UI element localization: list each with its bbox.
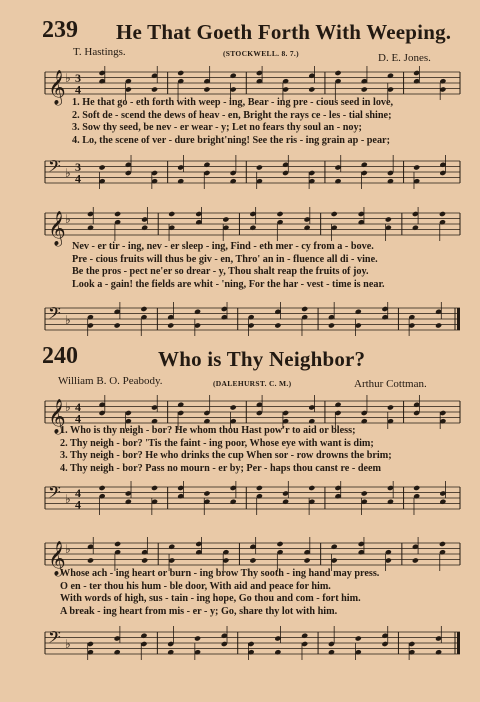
note-head	[87, 557, 94, 563]
note-head	[412, 225, 419, 231]
final-barline	[457, 632, 460, 654]
note-head	[249, 557, 256, 563]
note-head	[274, 649, 281, 655]
verse-line: Whose ach - ing heart or burn - ing brow Thy sooth - ing hand may press.	[60, 568, 380, 579]
verse-line: Be the pros - pect ne'er so drear - y, Thou shalt reap the fruits of joy.	[72, 266, 369, 277]
time-signature-bottom: 4	[75, 411, 81, 426]
time-signature-bottom: 4	[75, 497, 81, 512]
hymn-239-system2-bass-staff	[45, 300, 460, 334]
hymn-239-tune: (STOCKWELL. 8. 7.)	[223, 49, 299, 58]
verse-line: 1. He that go - eth forth with weep - ing, Bear - ing pre - cious seed in love,	[72, 97, 394, 108]
note-head	[412, 557, 419, 563]
hymn-240-system2-verses	[60, 568, 379, 618]
note-head	[334, 70, 341, 76]
note-head	[230, 404, 237, 410]
note-head	[194, 635, 201, 641]
note-head	[328, 649, 335, 655]
note-head	[168, 544, 175, 550]
verse-line: 1. Who is thy neigh - bor? He whom thou Hast pow'r to aid or bless;	[60, 425, 356, 436]
note-head	[114, 649, 121, 655]
note-head	[439, 211, 446, 217]
verse-line: 4. Lo, the scene of ver - dure bright'ning! See the ris - ing grain ap - pear;	[72, 134, 390, 146]
flat-icon: ♭	[65, 71, 71, 85]
hymn-240-composer: Arthur Cottman.	[354, 378, 427, 390]
note-head	[361, 490, 368, 496]
note-head	[203, 86, 210, 92]
flat-icon: ♭	[65, 400, 71, 414]
note-head	[256, 485, 263, 491]
note-head	[413, 485, 420, 491]
verse-line: Nev - er tir - ing, nev - er sleep - ing, Find - eth mer - cy from a - bove.	[72, 241, 374, 252]
hymn-239-lyricist: T. Hastings.	[73, 46, 126, 58]
note-head	[435, 322, 442, 328]
note-head	[301, 306, 308, 312]
note-head	[230, 499, 237, 505]
bass-clef-icon: 𝄢	[48, 627, 61, 651]
time-signature-bottom: 4	[75, 82, 81, 97]
time-signature-top: 4	[75, 400, 81, 414]
note-head	[194, 309, 201, 315]
note-head	[203, 418, 210, 424]
time-signature-top: 4	[75, 486, 81, 500]
note-head	[249, 225, 256, 231]
note-head	[276, 211, 283, 217]
note-head	[361, 418, 368, 424]
note-head	[387, 499, 394, 505]
treble-clef-icon: 𝄞	[48, 70, 66, 105]
hymn-239-composer: D. E. Jones.	[378, 52, 431, 64]
note-head	[87, 225, 94, 231]
note-head	[151, 86, 158, 92]
note-head	[140, 633, 147, 639]
note-head	[282, 499, 289, 505]
note-head	[151, 485, 158, 491]
bass-clef-icon: 𝄢	[48, 156, 61, 180]
note-head	[230, 73, 237, 79]
note-head	[230, 178, 237, 184]
note-head	[222, 216, 229, 222]
hymn-240-number: 240	[42, 343, 78, 369]
note-head	[361, 86, 368, 92]
note-head	[413, 164, 420, 170]
bass-clef-icon: 𝄢	[48, 482, 61, 506]
note-head	[304, 557, 311, 563]
verse-line: 4. Thy neigh - bor? Pass no mourn - er by; Per - haps thou canst re - deem	[60, 462, 382, 474]
note-head	[203, 162, 210, 168]
verse-line: 2. Soft de - scend the dews of heav - en, Bright the rays ce - les - tial shine;	[72, 109, 392, 121]
note-head	[308, 418, 315, 424]
note-head	[355, 309, 362, 315]
flat-icon: ♭	[65, 166, 71, 180]
note-head	[203, 490, 210, 496]
hymn-240-tune: (DALEHURST. C. M.)	[213, 379, 292, 388]
note-head	[141, 225, 148, 231]
flat-icon: ♭	[65, 492, 71, 506]
note-head	[125, 499, 132, 505]
note-head	[167, 649, 174, 655]
time-signature-top: 3	[75, 71, 81, 85]
note-head	[177, 70, 184, 76]
note-head	[355, 635, 362, 641]
note-head	[385, 216, 392, 222]
verse-line: 2. Thy neigh - bor? 'Tis the faint - ing poor, Whose eye with want is dim;	[60, 437, 374, 449]
note-head	[334, 178, 341, 184]
treble-clef-icon: 𝄞	[48, 541, 66, 576]
verse-line: Look a - gain! the fields are whit - 'ning, For the har - vest - time is near.	[72, 278, 385, 290]
note-head	[151, 418, 158, 424]
note-head	[99, 485, 106, 491]
hymn-240-title: Who is Thy Neighbor?	[158, 347, 366, 371]
note-head	[177, 402, 184, 408]
verse-line: 3. Thy neigh - bor? He who drinks the cup When sor - row drowns the brim;	[60, 450, 392, 461]
hymn-240-system1-bass-staff	[45, 479, 460, 513]
note-head	[114, 541, 121, 547]
note-head	[308, 86, 315, 92]
note-head	[439, 541, 446, 547]
treble-clef-icon: 𝄞	[48, 399, 66, 434]
note-head	[140, 306, 147, 312]
verse-line: 3. Sow thy seed, be nev - er wear - y; Let no fears thy soul an - noy;	[72, 122, 362, 133]
note-head	[387, 73, 394, 79]
note-head	[256, 164, 263, 170]
verse-line: Pre - cious fruits will thus be giv - en, Thro' an in - fluence all di - vine.	[72, 253, 378, 265]
flat-icon: ♭	[65, 542, 71, 556]
time-signature-bottom: 4	[75, 171, 81, 186]
note-head	[167, 322, 174, 328]
time-signature-top: 3	[75, 160, 81, 174]
note-head	[301, 633, 308, 639]
flat-icon: ♭	[65, 313, 71, 327]
hymn-239-system1-bass-staff	[45, 153, 460, 187]
flat-icon: ♭	[65, 637, 71, 651]
note-head	[177, 178, 184, 184]
final-barline	[457, 308, 460, 330]
note-head	[308, 485, 315, 491]
note-head	[328, 322, 335, 328]
flat-icon: ♭	[65, 212, 71, 226]
note-head	[99, 164, 106, 170]
note-head	[276, 541, 283, 547]
note-head	[387, 404, 394, 410]
hymn-239-system1-verses	[72, 97, 393, 147]
hymn-239-number: 239	[42, 17, 78, 43]
note-head	[114, 211, 121, 217]
hymn-240-system1-verses	[60, 425, 392, 475]
hymn-239-system2-verses	[72, 241, 385, 291]
note-head	[304, 225, 311, 231]
note-head	[439, 499, 446, 505]
hymn-240-system2-bass-staff	[45, 624, 460, 658]
note-head	[334, 402, 341, 408]
bass-clef-icon: 𝄢	[48, 303, 61, 327]
note-head	[331, 211, 338, 217]
verse-line: With words of high, sus - tain - ing hope, Go thou and com - fort him.	[60, 593, 361, 604]
note-head	[274, 322, 281, 328]
hymn-239-title: He That Goeth Forth With Weeping.	[116, 20, 452, 44]
note-head	[168, 211, 175, 217]
hymn-240-lyricist: William B. O. Peabody.	[58, 375, 163, 387]
note-head	[361, 162, 368, 168]
note-head	[141, 557, 148, 563]
note-head	[387, 178, 394, 184]
treble-clef-icon: 𝄞	[48, 211, 66, 246]
note-head	[114, 322, 121, 328]
note-head	[331, 544, 338, 550]
verse-line: A break - ing heart from mis - er - y; Go, share thy lot with him.	[60, 605, 338, 617]
note-head	[435, 649, 442, 655]
verse-line: O en - ter thou his hum - ble door, With aid and peace for him.	[60, 580, 331, 592]
hymn-239-system2-treble-staff	[45, 205, 460, 246]
